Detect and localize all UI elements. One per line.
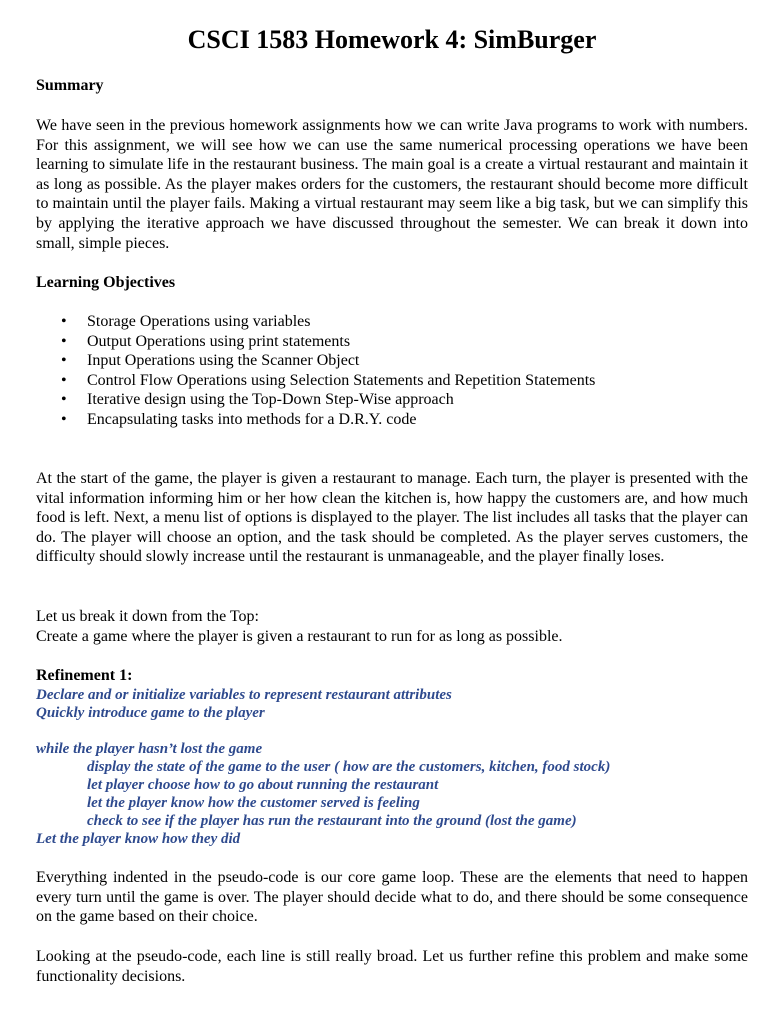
objectives-list-container [36,312,748,430]
pseudo-line-indented: display the state of the game to the user ( how are the customers, kitchen, food stock) [87,759,611,775]
game-intro-paragraph: At the start of the game, the player is given a restaurant to manage. Each turn, the player is presented with the vital information informing him or her how clean the kitchen is, how happy the customers are, and how much food is left. Next, a menu list of options is displayed to the player. The list includes all tasks that the player can do. The player will choose an option, and the task should be completed. As the player serves customers, the difficulty should slowly increase until the restaurant is unmanageable, and the player finally loses. [36,470,748,566]
list-item [36,332,748,352]
pseudo-line-indented: let the player know how the customer served is feeling [87,795,420,811]
page-title: CSCI 1583 Homework 4: SimBurger [187,25,597,54]
list-item-text: Input Operations using the Scanner Object [87,352,360,370]
bullet-icon: • [61,352,67,370]
top-line-2: Create a game where the player is given a restaurant to run for as long as possible. [36,628,563,645]
refine-more-paragraph: Looking at the pseudo-code, each line is still really broad. Let us further refine this problem and make some functionality decisions. [36,948,748,985]
pseudo-line: Let the player know how they did [36,831,241,847]
bullet-icon: • [61,410,67,428]
pseudo-line-indented: check to see if the player has run the restaurant into the ground (lost the game) [87,813,577,829]
bullet-icon: • [61,313,67,330]
list-item-text: Storage Operations using variables [87,313,311,330]
bullet-icon: • [61,332,67,350]
core-loop-paragraph: Everything indented in the pseudo-code is our core game loop. These are the elements that need to happen every turn until the game is over. The player should decide what to do, and there should be some consequence on the game based on their choice. [36,869,748,926]
list-item-text: Control Flow Operations using Selection Statements and Repetition Statements [87,371,596,389]
pseudo-code-block [36,686,748,848]
list-item-text: Iterative design using the Top-Down Step-Wise approach [87,391,454,409]
list-item [36,410,748,430]
pseudo-line-indented: let player choose how to go about running the restaurant [87,777,439,793]
pseudo-line: Declare and or initialize variables to represent restaurant attributes [36,687,452,703]
list-item [36,371,748,391]
summary-heading: Summary [36,77,104,94]
list-item [36,390,748,410]
bullet-icon: • [61,371,67,389]
pseudo-line: Quickly introduce game to the player [36,705,265,721]
pseudo-line: while the player hasn’t lost the game [36,741,263,757]
refinement-heading: Refinement 1: [36,667,133,684]
list-item [36,312,748,332]
bullet-icon: • [61,391,67,409]
list-item-text: Encapsulating tasks into methods for a D.R.Y. code [87,410,417,428]
top-line-1: Let us break it down from the Top: [36,608,259,625]
objectives-heading: Learning Objectives [36,274,176,291]
list-item-text: Output Operations using print statements [87,332,351,350]
summary-paragraph: We have seen in the previous homework assignments how we can write Java programs to work with numbers. For this assignment, we will see how we can use the same numerical processing operations we have been learning to simulate life in the restaurant business. The main goal is a create a virtual restaurant and maintain it as long as possible. As the player makes orders for the customers, the restaurant should become more difficult to maintain until the player fails. Making a virtual restaurant may seem like a big task, but we can simplify this by applying the iterative approach we have discussed throughout the semester. We can break it down into small, simple pieces. [36,117,748,252]
list-item [36,351,748,371]
pseudo-line [36,722,748,740]
objectives-list [36,312,748,430]
